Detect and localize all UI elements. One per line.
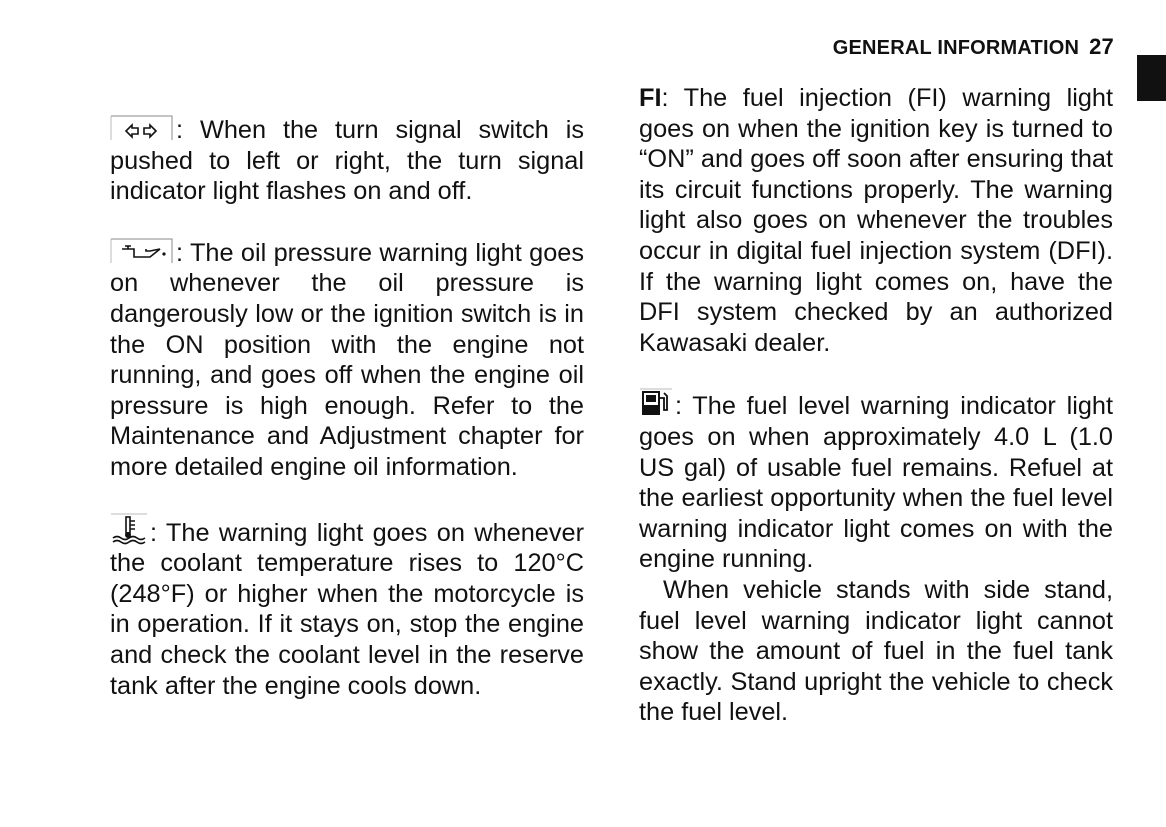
section-title: GENERAL INFORMATION (832, 37, 1080, 59)
page-header (833, 34, 1114, 60)
side-stand-note-paragraph: When vehicle stands with side stand, fuel level warning indicator light cannot show the amount of fuel in the fuel tank exactly. Stand upright the vehicle to check the fuel level. (639, 575, 1113, 727)
turn-signal-arrows-icon (110, 114, 174, 142)
turn-signal-text: : When the turn signal switch is pushed to left or right, the turn signal indicator light flashes on and off. (110, 116, 584, 206)
oil-pressure-text: : The oil pressure warning light goes on whenever the oil pressure is dangerously low or the ignition switch is in the ON position with the engine not running, and goes off when the engine oil pressure is high enough. Refer to the Maintenance and Adjustment chapter for more detailed engine oil information. (110, 238, 584, 481)
turn-signal-paragraph (110, 114, 584, 207)
oil-can-icon (110, 237, 174, 265)
fuel-level-text: : The fuel level warning indicator light goes on when approximately 4.0 L (1.0 US gal) of usable fuel remains. Refuel at the earliest opportunity when the fuel level warning indicator light comes on with the engine running. (639, 392, 1113, 574)
right-column (639, 83, 1113, 728)
coolant-text: : The warning light goes on whenever the coolant temperature rises to 120°C (248°F) or higher when the motorcycle is in operation. If it stays on, stop the engine and check the coolant level in the reserve tank after the engine cools down. (110, 518, 584, 700)
coolant-paragraph (110, 513, 584, 702)
chapter-tab-marker (1137, 55, 1166, 101)
oil-pressure-paragraph (110, 237, 584, 483)
fuel-pump-icon (639, 388, 673, 418)
page-number: 27 (1089, 34, 1114, 59)
fi-text: : The fuel injection (FI) warning light goes on when the ignition key is turned to “ON” and goes off soon after ensuring that its circuit functions properly. The warning light also goes on whenever the troubles occur in digital fuel injection system (DFI). If the warning light comes on, have the DFI system checked by an authorized Kawasaki dealer. (639, 84, 1113, 357)
fi-label: FI (639, 84, 662, 112)
left-column (110, 114, 584, 701)
fuel-level-paragraph (639, 388, 1113, 575)
fi-paragraph (639, 83, 1113, 358)
coolant-temperature-icon (110, 513, 148, 545)
